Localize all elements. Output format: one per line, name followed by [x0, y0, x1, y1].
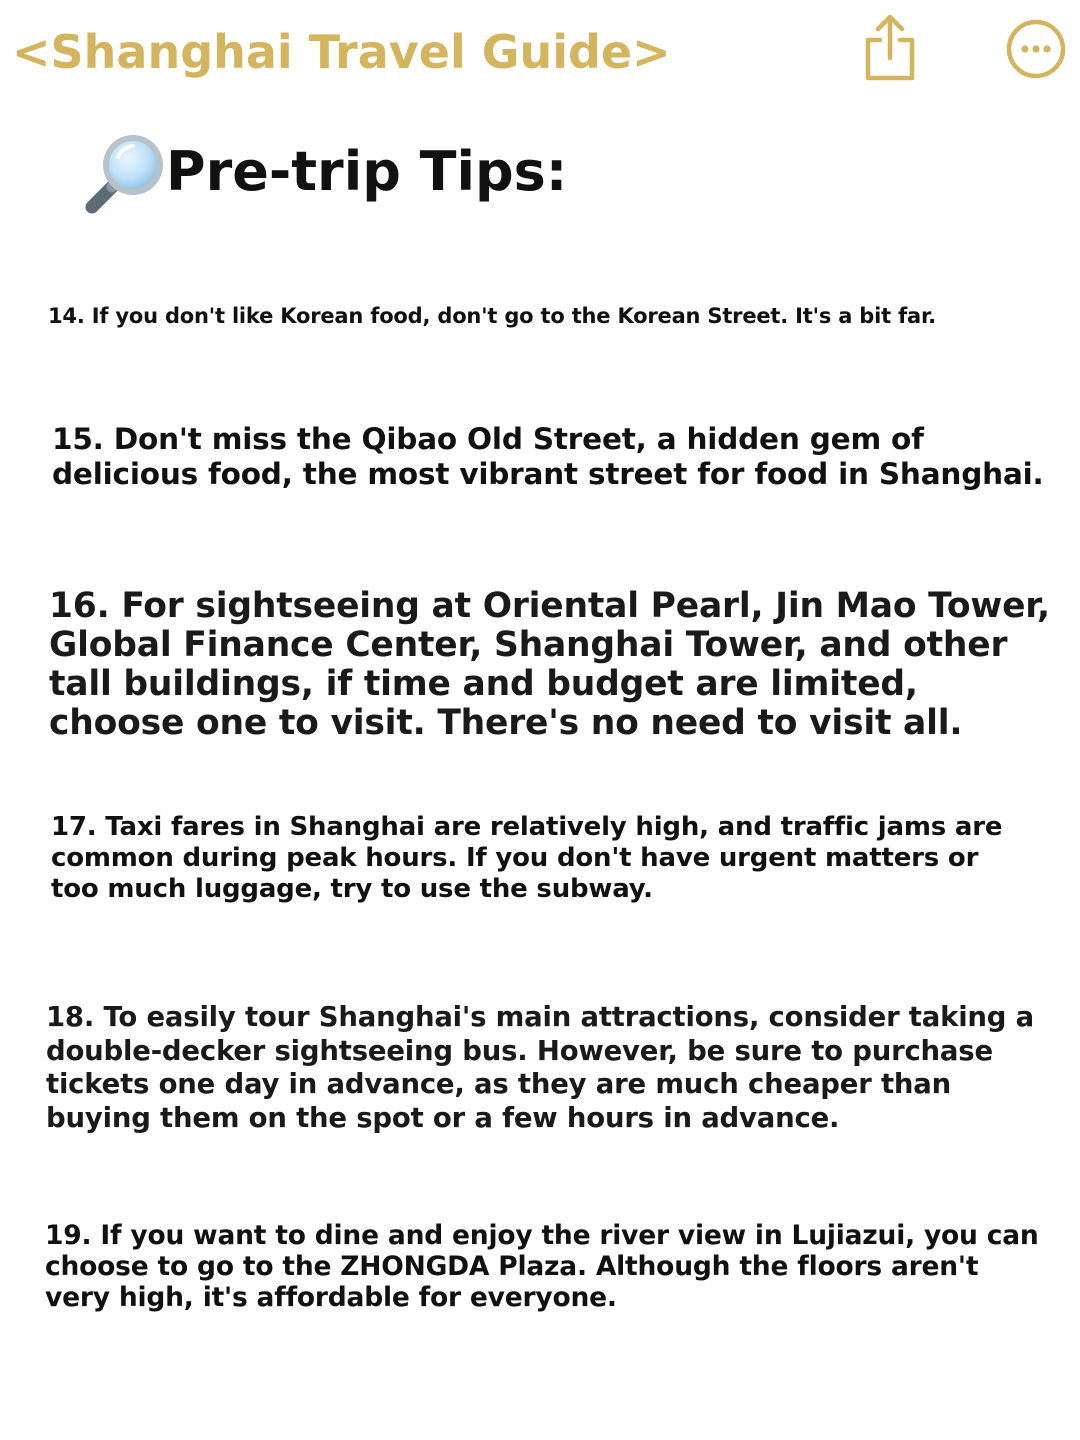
share-icon — [860, 12, 920, 84]
tip-15 — [52, 422, 1044, 492]
back-title-button[interactable]: <Shanghai Travel Guide> — [12, 25, 671, 79]
tip-line: too much luggage, try to use the subway. — [51, 874, 653, 904]
tip-17 — [51, 812, 1002, 905]
tip-line: delicious food, the most vibrant street for food in Shanghai. — [52, 457, 1044, 491]
tip-line: 14. If you don't like Korean food, don't go to the Korean Street. It's a bit far. — [48, 304, 936, 328]
tip-line: choose one to visit. There's no need to visit all. — [49, 703, 963, 743]
tip-line: 15. Don't miss the Qibao Old Street, a hidden gem of — [52, 422, 924, 456]
tip-line: 19. If you want to dine and enjoy the river view in Lujiazui, you can — [45, 1220, 1039, 1251]
section-header — [78, 125, 568, 220]
tip-line: very high, it's affordable for everyone. — [45, 1282, 617, 1313]
tip-19 — [45, 1220, 1039, 1313]
top-navigation-bar — [0, 0, 1080, 110]
tip-line: tall buildings, if time and budget are limited, — [49, 664, 918, 704]
tip-16 — [49, 587, 1050, 743]
tip-line: 18. To easily tour Shanghai's main attractions, consider taking a — [46, 1001, 1035, 1033]
tip-line: common during peak hours. If you don't have urgent matters or — [51, 843, 979, 873]
tip-line: 17. Taxi fares in Shanghai are relatively high, and traffic jams are — [51, 812, 1003, 842]
tip-line: 16. For sightseeing at Oriental Pearl, Jin Mao Tower, — [49, 586, 1050, 626]
more-options-icon — [1006, 19, 1066, 79]
magnifying-glass-icon — [78, 129, 170, 217]
tip-line: buying them on the spot or a few hours in advance. — [46, 1101, 840, 1134]
tip-line: Global Finance Center, Shanghai Tower, and other — [49, 625, 1008, 665]
more-options-button[interactable] — [1006, 19, 1066, 79]
tip-14 — [48, 300, 936, 332]
tip-line: double-decker sightseeing bus. However, be sure to purchase — [46, 1034, 993, 1067]
section-title: Pre-trip Tips: — [166, 140, 568, 203]
tip-line: choose to go to the ZHONGDA Plaza. Although the floors aren't — [45, 1251, 979, 1282]
share-button[interactable] — [860, 12, 920, 84]
tip-line: tickets one day in advance, as they are much cheaper than — [46, 1068, 952, 1100]
tip-18 — [46, 1001, 1034, 1135]
